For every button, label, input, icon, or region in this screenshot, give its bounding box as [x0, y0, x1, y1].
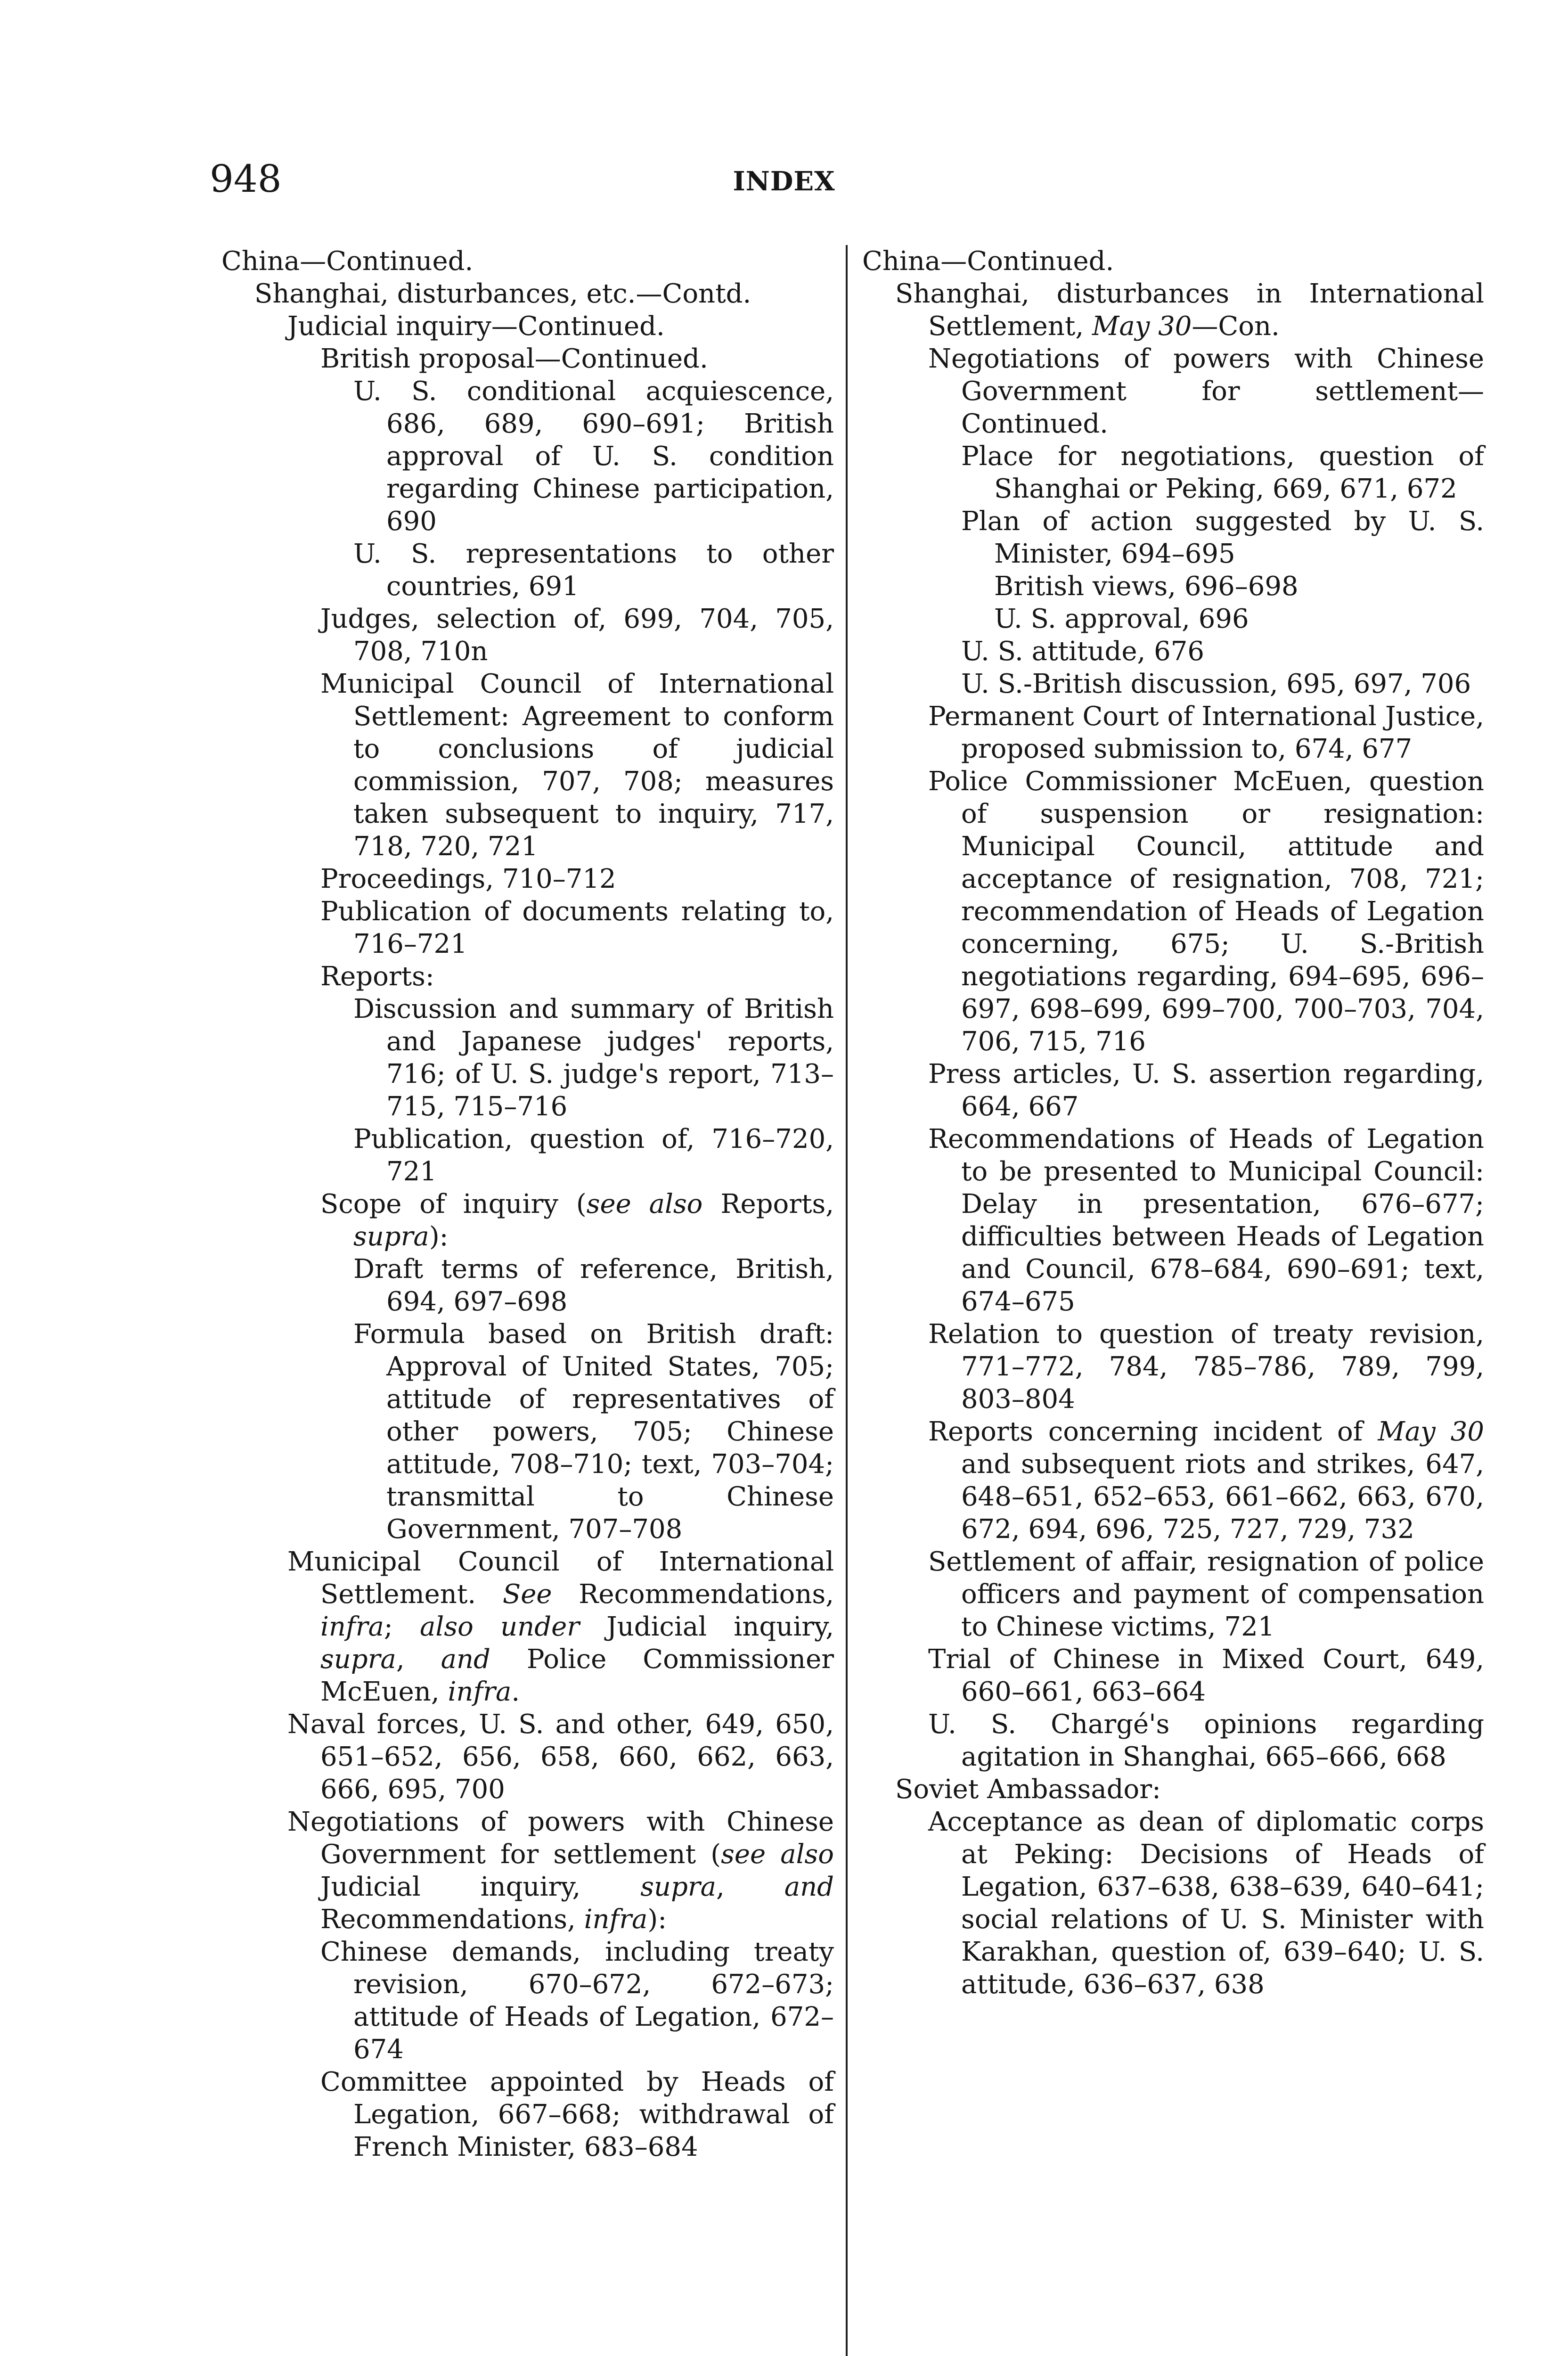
index-column-right: [862, 245, 1484, 2001]
index-entry: Shanghai, disturbances in International Settlement, May 30—Con.: [895, 278, 1484, 342]
index-entry: Shanghai, disturbances, etc.—Contd.: [254, 278, 751, 309]
index-entry: Municipal Council of International Settlement: Agreement to conform to conclusions of judicial commission, 707, 708; measures taken subsequent to inquiry, 717, 718, 720, 721: [320, 669, 834, 862]
index-entry: Naval forces, U. S. and other, 649, 650, 651–652, 656, 658, 660, 662, 663, 666, 695, 700: [287, 1709, 834, 1805]
index-entry: Chinese demands, including treaty revision, 670–672, 672–673; attitude of Heads of Legation, 672–674: [320, 1937, 834, 2065]
index-entry: U. S.-British discussion, 695, 697, 706: [961, 669, 1471, 699]
index-entry: Soviet Ambassador:: [895, 1774, 1161, 1805]
index-entry: Settlement of affair, resignation of police officers and payment of compensation to Chinese victims, 721: [928, 1546, 1484, 1642]
index-entry: Publication, question of, 716–720, 721: [353, 1124, 834, 1187]
index-entry: U. S. Chargé's opinions regarding agitation in Shanghai, 665–666, 668: [928, 1709, 1484, 1772]
index-entry: Trial of Chinese in Mixed Court, 649, 660–661, 663–664: [928, 1644, 1484, 1707]
index-entry: Judges, selection of, 699, 704, 705, 708, 710n: [320, 604, 834, 667]
index-column-left: [221, 245, 834, 2163]
index-entry: Scope of inquiry (see also Reports, supra):: [320, 1189, 834, 1252]
index-entry: China—Continued.: [862, 246, 1114, 277]
running-head: INDEX: [733, 166, 835, 197]
index-entry: U. S. attitude, 676: [961, 636, 1204, 667]
index-entry: Acceptance as dean of diplomatic corps at Peking: Decisions of Heads of Legation, 637–638, 638–639, 640–641; social relations of U. S. Minister with Karakhan, question of, 639–640; U. S. attitude, 636–637, 638: [928, 1807, 1484, 2000]
index-entry: Reports concerning incident of May 30 and subsequent riots and strikes, 647, 648–651, 652–653, 661–662, 663, 670, 672, 694, 696, 725, 727, 729, 732: [928, 1416, 1484, 1545]
index-entry: Police Commissioner McEuen, question of suspension or resignation: Municipal Council, attitude and acceptance of resignation, 708, 721; recommendation of Heads of Legation concerning, 675; U. S.-British negotiations regarding, 694–695, 696–697, 698–699, 699–700, 700–703, 704, 706, 715, 716: [928, 766, 1484, 1057]
index-entry: British views, 696–698: [994, 571, 1298, 602]
index-entry: Proceedings, 710–712: [320, 864, 616, 894]
index-entry: Permanent Court of International Justice, proposed submission to, 674, 677: [928, 701, 1484, 764]
page-number: 948: [210, 157, 282, 201]
index-entry: Formula based on British draft: Approval of United States, 705; attitude of representatives of other powers, 705; Chinese attitude, 708–710; text, 703–704; transmittal to Chinese Government, 707–708: [353, 1319, 834, 1545]
index-entry: Judicial inquiry—Continued.: [287, 311, 665, 342]
index-entry: U. S. conditional acquiescence, 686, 689, 690–691; British approval of U. S. condition regarding Chinese participation, 690: [353, 376, 834, 537]
index-entry: Committee appointed by Heads of Legation, 667–668; withdrawal of French Minister, 683–684: [320, 2067, 834, 2162]
index-entry: British proposal—Continued.: [320, 344, 708, 374]
index-entry: Publication of documents relating to, 716–721: [320, 896, 834, 959]
index-entry: U. S. representations to other countries, 691: [353, 539, 834, 602]
column-divider: [846, 245, 848, 2356]
index-entry: Discussion and summary of British and Japanese judges' reports, 716; of U. S. judge's report, 713–715, 715–716: [353, 994, 834, 1122]
index-entry: Press articles, U. S. assertion regarding, 664, 667: [928, 1059, 1484, 1122]
index-entry: Recommendations of Heads of Legation to be presented to Municipal Council: Delay in presentation, 676–677; difficulties between Heads of Legation and Council, 678–684, 690–691; text, 674–675: [928, 1124, 1484, 1317]
index-entry: Draft terms of reference, British, 694, 697–698: [353, 1254, 834, 1317]
index-entry: Plan of action suggested by U. S. Minister, 694–695: [961, 506, 1484, 569]
index-entry: Negotiations of powers with Chinese Government for settlement—Continued.: [928, 344, 1484, 439]
index-entry: Relation to question of treaty revision, 771–772, 784, 785–786, 789, 799, 803–804: [928, 1319, 1484, 1415]
index-entry: U. S. approval, 696: [994, 604, 1249, 634]
index-entry: China—Continued.: [221, 246, 474, 277]
index-entry: Reports:: [320, 961, 434, 992]
index-entry: Place for negotiations, question of Shanghai or Peking, 669, 671, 672: [961, 441, 1484, 504]
index-entry: Municipal Council of International Settlement. See Recommendations, infra; also under Judicial inquiry, supra, and Police Commissioner McEuen, infra.: [287, 1546, 834, 1707]
index-entry: Negotiations of powers with Chinese Government for settlement (see also Judicial inquiry, supra, and Recommendations, infra):: [287, 1807, 834, 1935]
